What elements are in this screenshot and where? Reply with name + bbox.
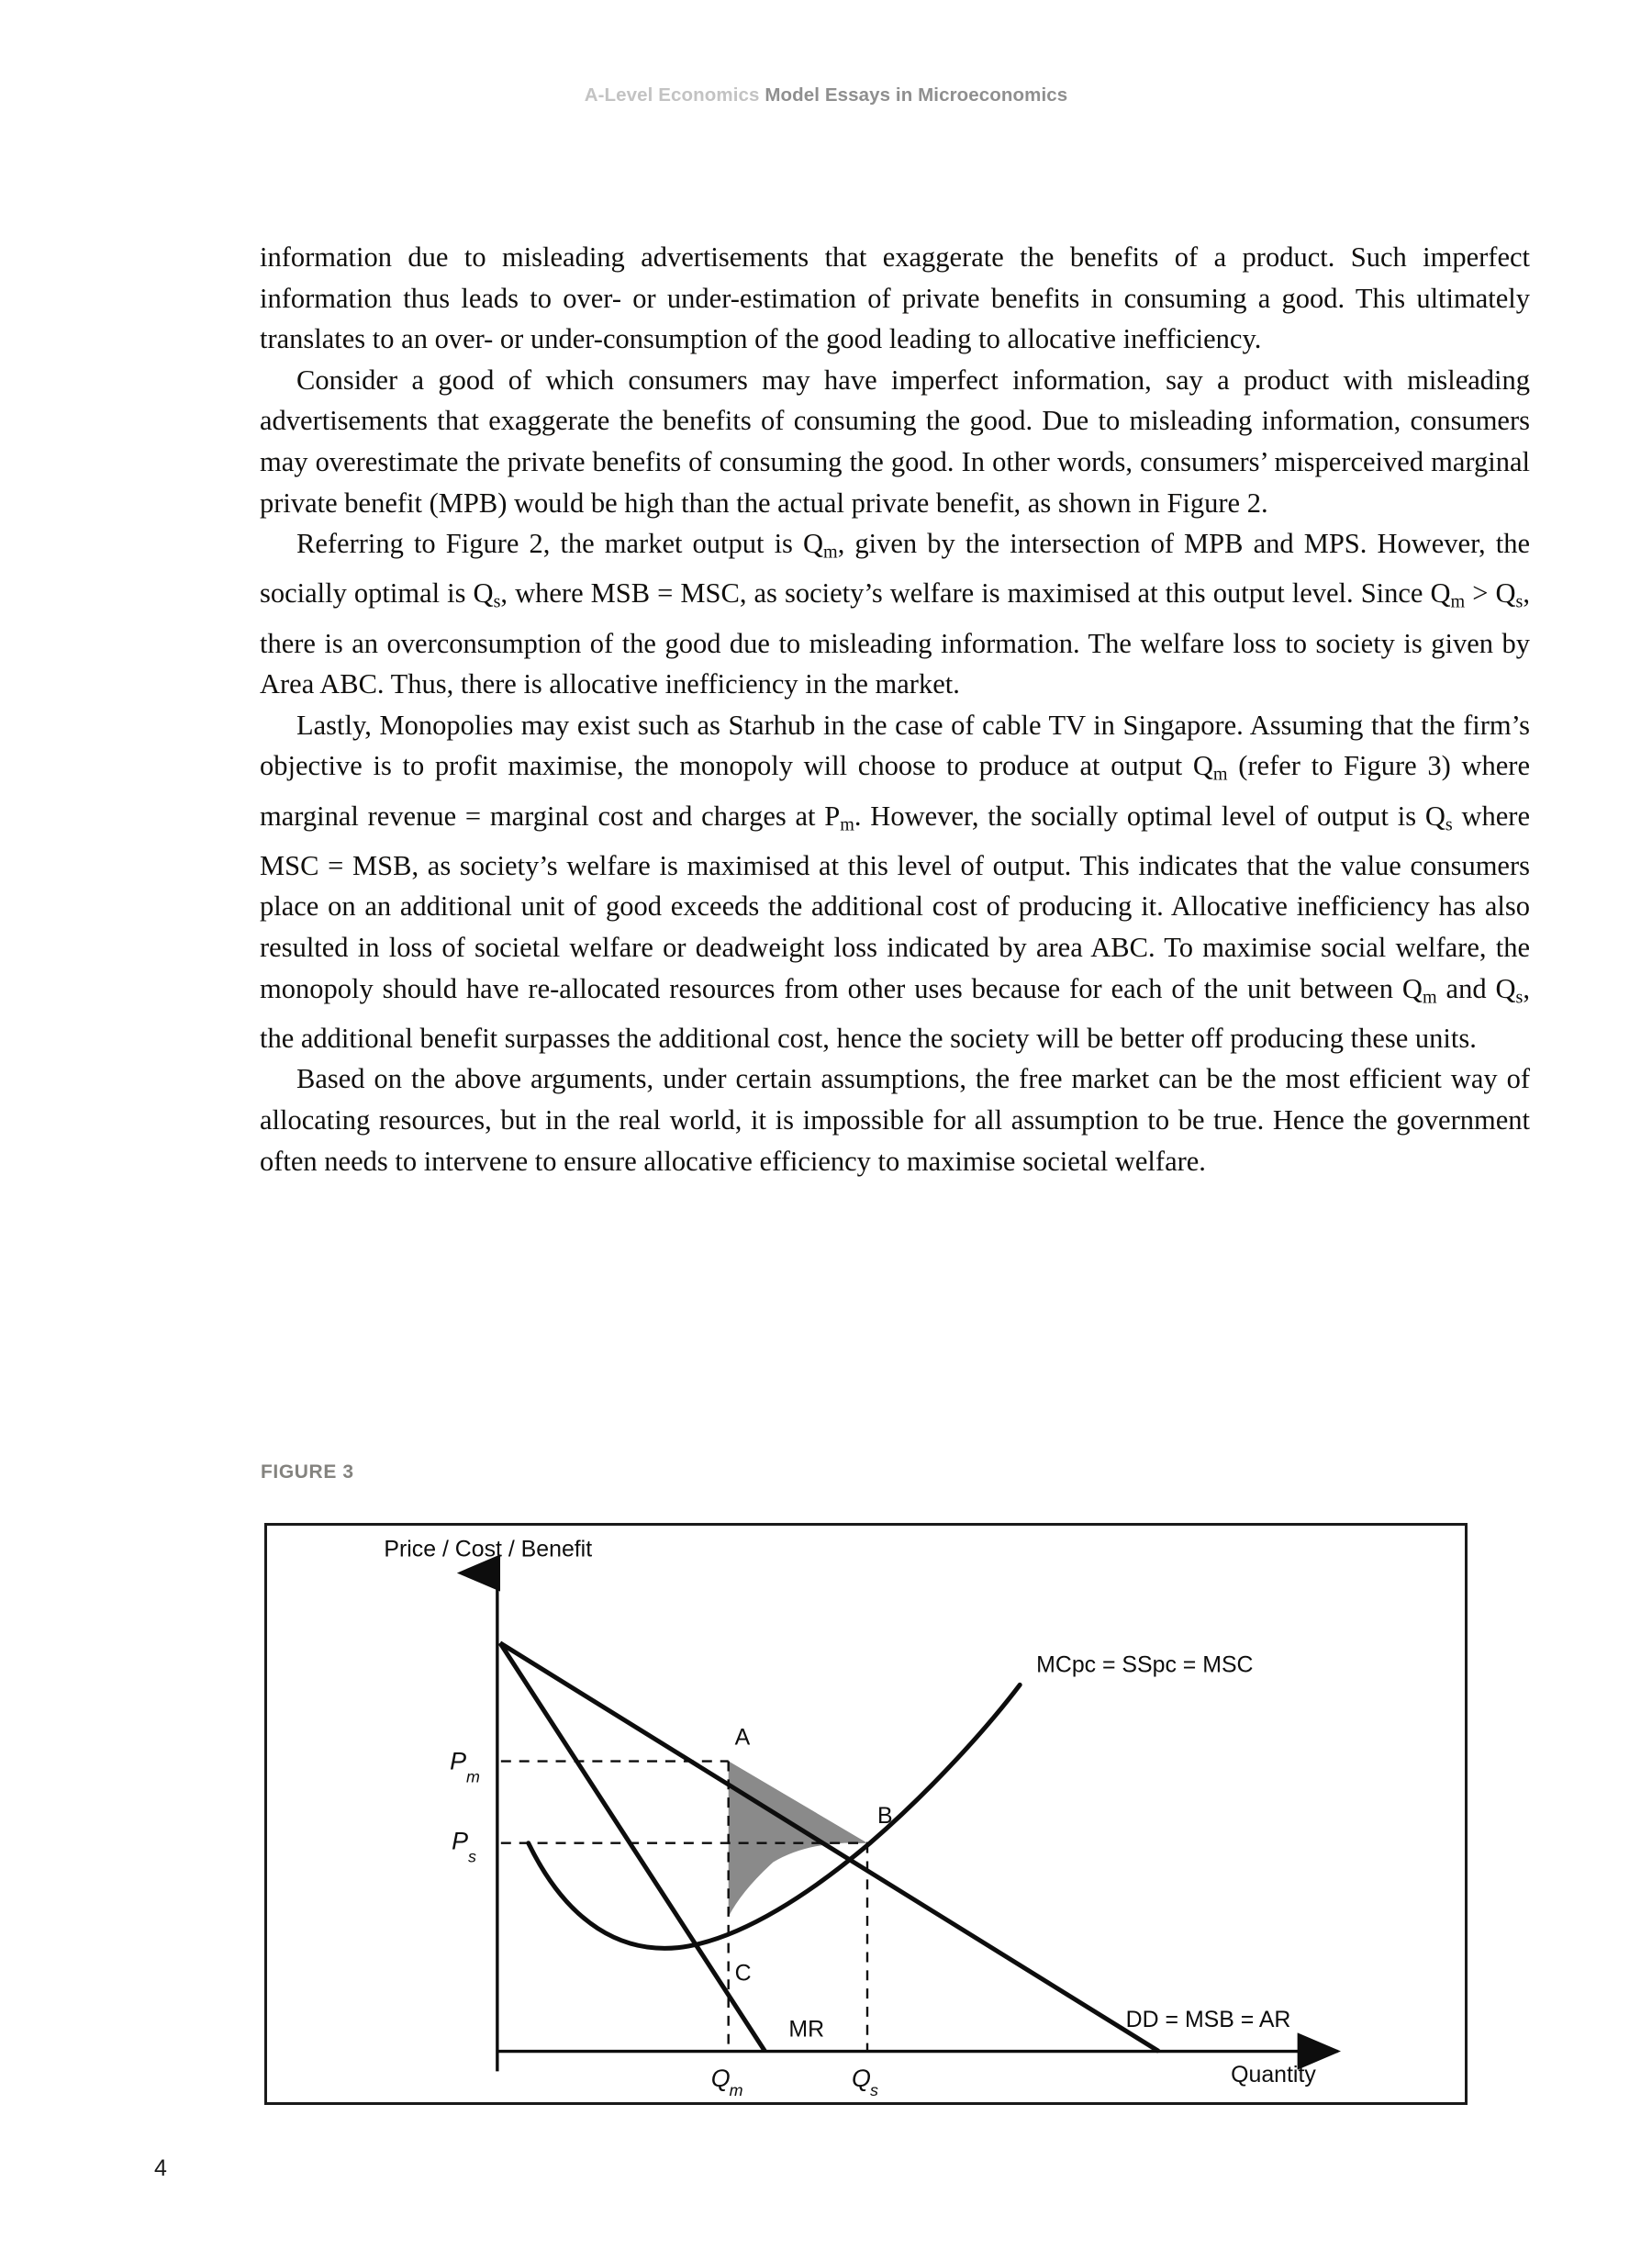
subscript: m — [1212, 765, 1228, 785]
ps-tick-label: P — [452, 1827, 468, 1855]
marginal-revenue-curve — [500, 1643, 765, 2052]
subscript: s — [1515, 592, 1524, 612]
point-a-label: A — [734, 1725, 751, 1751]
qm-tick-label: Q — [710, 2065, 731, 2093]
msc-curve-label: MCpc = SSpc = MSC — [1036, 1652, 1254, 1678]
qm-tick-subscript: m — [729, 2081, 743, 2100]
figure-3-svg — [267, 1526, 1465, 2102]
subscript: m — [1450, 592, 1466, 612]
point-c-label: C — [734, 1961, 752, 1987]
body-text — [260, 237, 1530, 1181]
paragraph-p4: Lastly, Monopolies may exist such as Starhub in the case of cable TV in Singapore. Assuming that the firm’s objective is to profit maximise, the monopoly will choose to produce at output $Q_m$ (refer to Figure 3) where marginal revenue = marginal cost and charges at $P_m$. However, the socially optimal level of output is $Q_s$ where MSC = MSB, as society’s welfare is maximised at this level of output. This indicates that the value consumers place on an additional unit of good exceeds the additional cost of producing it. Allocative inefficiency has also resulted in loss of societal welfare or deadweight loss indicated by area ABC. To maximise social welfare, the monopoly should have re-allocated resources from other uses because for each of the unit between $Q_m$ and $Q_s$, the additional benefit surpasses the additional cost, hence the society will be better off producing these units. — [260, 709, 1530, 1054]
point-b-label: B — [876, 1803, 893, 1829]
x-axis-label: Quantity — [1231, 2063, 1316, 2088]
running-head-title: Model Essays in Microeconomics — [765, 84, 1068, 106]
paragraph-p3: Referring to Figure 2, the market output is $Q_m$, given by the intersection of MPB and MPS. However, the socially optimal is $Q_s$, where MSB = MSC, as society’s welfare is maximised at this output level. Since $Q_m > Q_s$, there is an overconsumption of the good due to misleading information. The welfare loss to society is given by Area ABC. Thus, there is allocative inefficiency in the market. — [260, 528, 1530, 700]
demand-curve — [500, 1643, 1159, 2052]
subscript: s — [1515, 987, 1524, 1008]
paragraph-p2: Consider a good of which consumers may have imperfect information, say a product with misleading advertisements that exaggerate the benefits of consuming the good. Due to misleading information, consumers may overestimate the private benefits of consuming the good. In other words, consumers’ misperceived marginal private benefit (MPB) would be high than the actual private benefit, as shown in Figure 2. — [260, 364, 1530, 519]
y-axis-label: Price / Cost / Benefit — [384, 1537, 593, 1562]
qs-tick-label: Q — [852, 2065, 871, 2093]
pm-tick-label: P — [450, 1747, 467, 1775]
figure-caption: FIGURE 3 — [261, 1461, 354, 1483]
subscript: s — [493, 592, 501, 612]
figure-3-diagram — [264, 1523, 1468, 2105]
deadweight-loss-region-lower — [729, 1762, 867, 1917]
subscript: m — [840, 814, 854, 835]
mr-curve-label: MR — [788, 2017, 825, 2043]
subscript: s — [1445, 814, 1453, 835]
subscript: m — [823, 542, 838, 563]
subscript: m — [1422, 987, 1437, 1008]
pm-tick-subscript: m — [466, 1767, 480, 1786]
qs-tick-subscript: s — [869, 2081, 878, 2100]
running-head — [0, 84, 1652, 106]
running-head-series: A-Level Economics — [584, 84, 765, 106]
demand-curve-label: DD = MSB = AR — [1125, 2007, 1291, 2032]
paragraph-p1: information due to misleading advertisements that exaggerate the benefits of a product. Such imperfect information thus leads to over- or under-estimation of private benefits in consuming a good. This ultimately translates to an over- or under-consumption of the good leading to allocative inefficiency. — [260, 241, 1530, 355]
page-number: 4 — [154, 2155, 167, 2181]
paragraph-p5: Based on the above arguments, under certain assumptions, the free market can be the most efficient way of allocating resources, but in the real world, it is impossible for all assumption to be true. Hence the government often needs to intervene to ensure allocative efficiency to maximise societal welfare. — [260, 1063, 1530, 1177]
ps-tick-subscript: s — [467, 1847, 476, 1866]
